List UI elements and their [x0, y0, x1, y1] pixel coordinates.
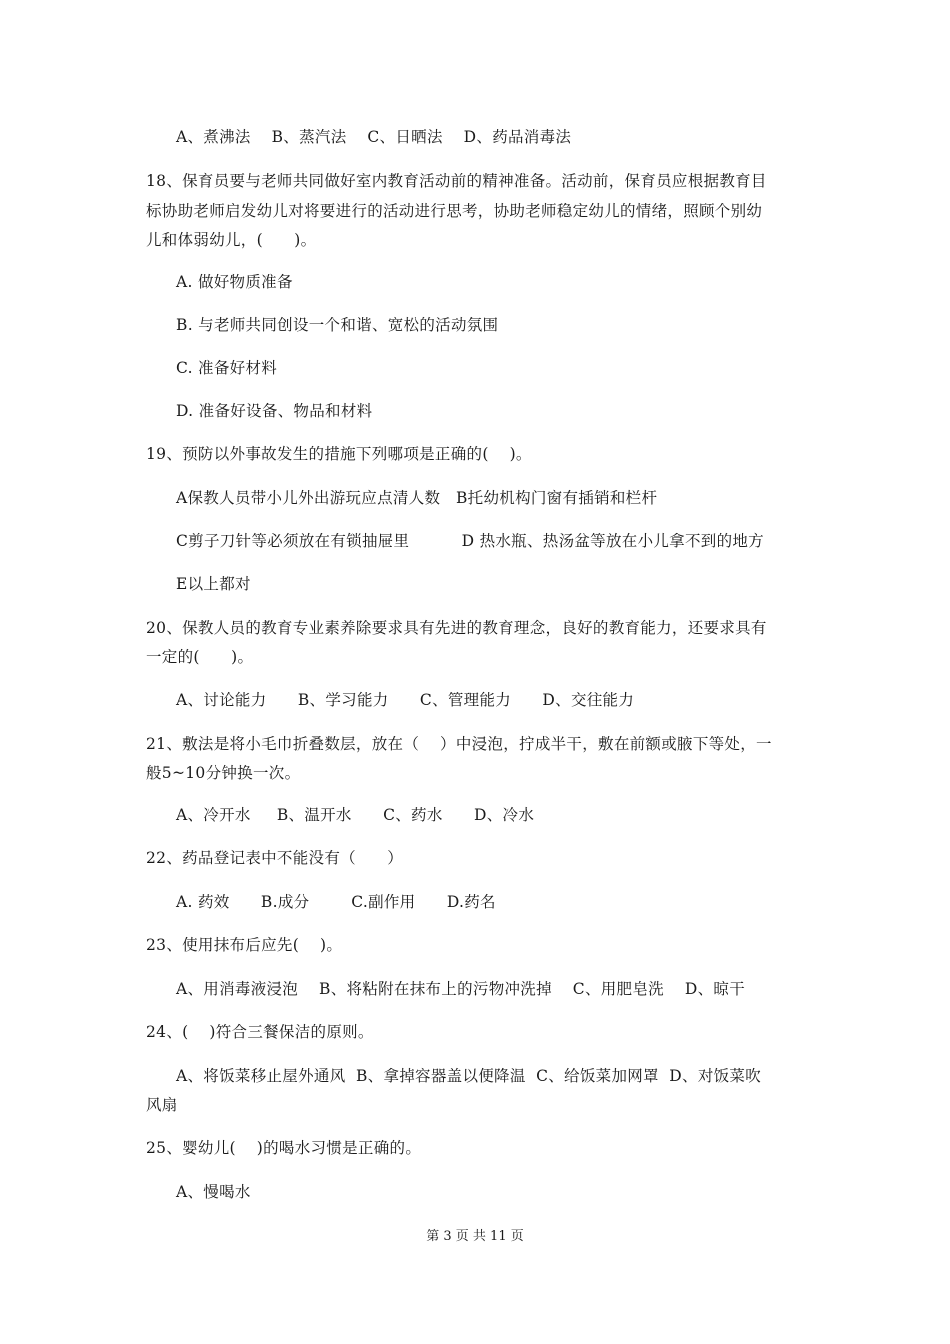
q20-stem-line2: 一定的( )。 [146, 648, 254, 666]
q24-options-line2: 风扇 [146, 1096, 178, 1114]
q19-option-e: E以上都对 [176, 575, 251, 593]
q21-options: A、冷开水 B、温开水 C、药水 D、冷水 [176, 806, 535, 824]
q17-options: A、煮沸法 B、蒸汽法 C、日晒法 D、药品消毒法 [176, 128, 572, 146]
q20-stem-line1: 20、保教人员的教育专业素养除要求具有先进的教育理念，良好的教育能力，还要求具有 [146, 619, 767, 637]
q18-option-a: A. 做好物质准备 [176, 273, 293, 291]
q23-stem: 23、使用抹布后应先( )。 [146, 936, 343, 954]
q18-stem-line1: 18、保育员要与老师共同做好室内教育活动前的精神准备。活动前，保育员应根据教育目 [146, 172, 767, 190]
q22-stem: 22、药品登记表中不能没有（ ） [146, 849, 404, 867]
q20-options: A、讨论能力 B、学习能力 C、管理能力 D、交往能力 [176, 691, 635, 709]
q18-option-d: D. 准备好设备、物品和材料 [176, 402, 373, 420]
q21-stem-line2: 般5~10分钟换一次。 [146, 764, 301, 782]
q24-options-line1: A、将饭菜移止屋外通风 B、拿掉容器盖以便降温 C、给饭菜加网罩 D、对饭菜吹 [176, 1067, 762, 1085]
q19-options-cd: C剪子刀针等必须放在有锁抽屉里 D 热水瓶、热汤盆等放在小儿拿不到的地方 [176, 532, 764, 550]
q23-options: A、用消毒液浸泡 B、将粘附在抹布上的污物冲洗掉 C、用肥皂洗 D、晾干 [176, 980, 745, 998]
q22-options: A. 药效 B.成分 C.副作用 D.药名 [176, 893, 496, 911]
q21-stem-line1: 21、敷法是将小毛巾折叠数层，放在（ ）中浸泡，拧成半干，敷在前额或腋下等处，一 [146, 735, 772, 753]
q19-stem: 19、预防以外事故发生的措施下列哪项是正确的( )。 [146, 445, 532, 463]
q19-options-ab: A保教人员带小儿外出游玩应点清人数 B托幼机构门窗有插销和栏杆 [176, 489, 658, 507]
page-number: 第 3 页 共 11 页 [426, 1229, 524, 1244]
q25-stem: 25、婴幼儿( )的喝水习惯是正确的。 [146, 1139, 422, 1157]
q25-option-a: A、慢喝水 [176, 1183, 251, 1201]
q18-stem-line3: 儿和体弱幼儿，( )。 [146, 231, 317, 249]
q24-stem: 24、( )符合三餐保洁的原则。 [146, 1023, 374, 1041]
q18-option-b: B. 与老师共同创设一个和谐、宽松的活动氛围 [176, 316, 499, 334]
q18-stem-line2: 标协助老师启发幼儿对将要进行的活动进行思考，协助老师稳定幼儿的情绪，照顾个别幼 [146, 202, 763, 220]
q18-option-c: C. 准备好材料 [176, 359, 278, 377]
